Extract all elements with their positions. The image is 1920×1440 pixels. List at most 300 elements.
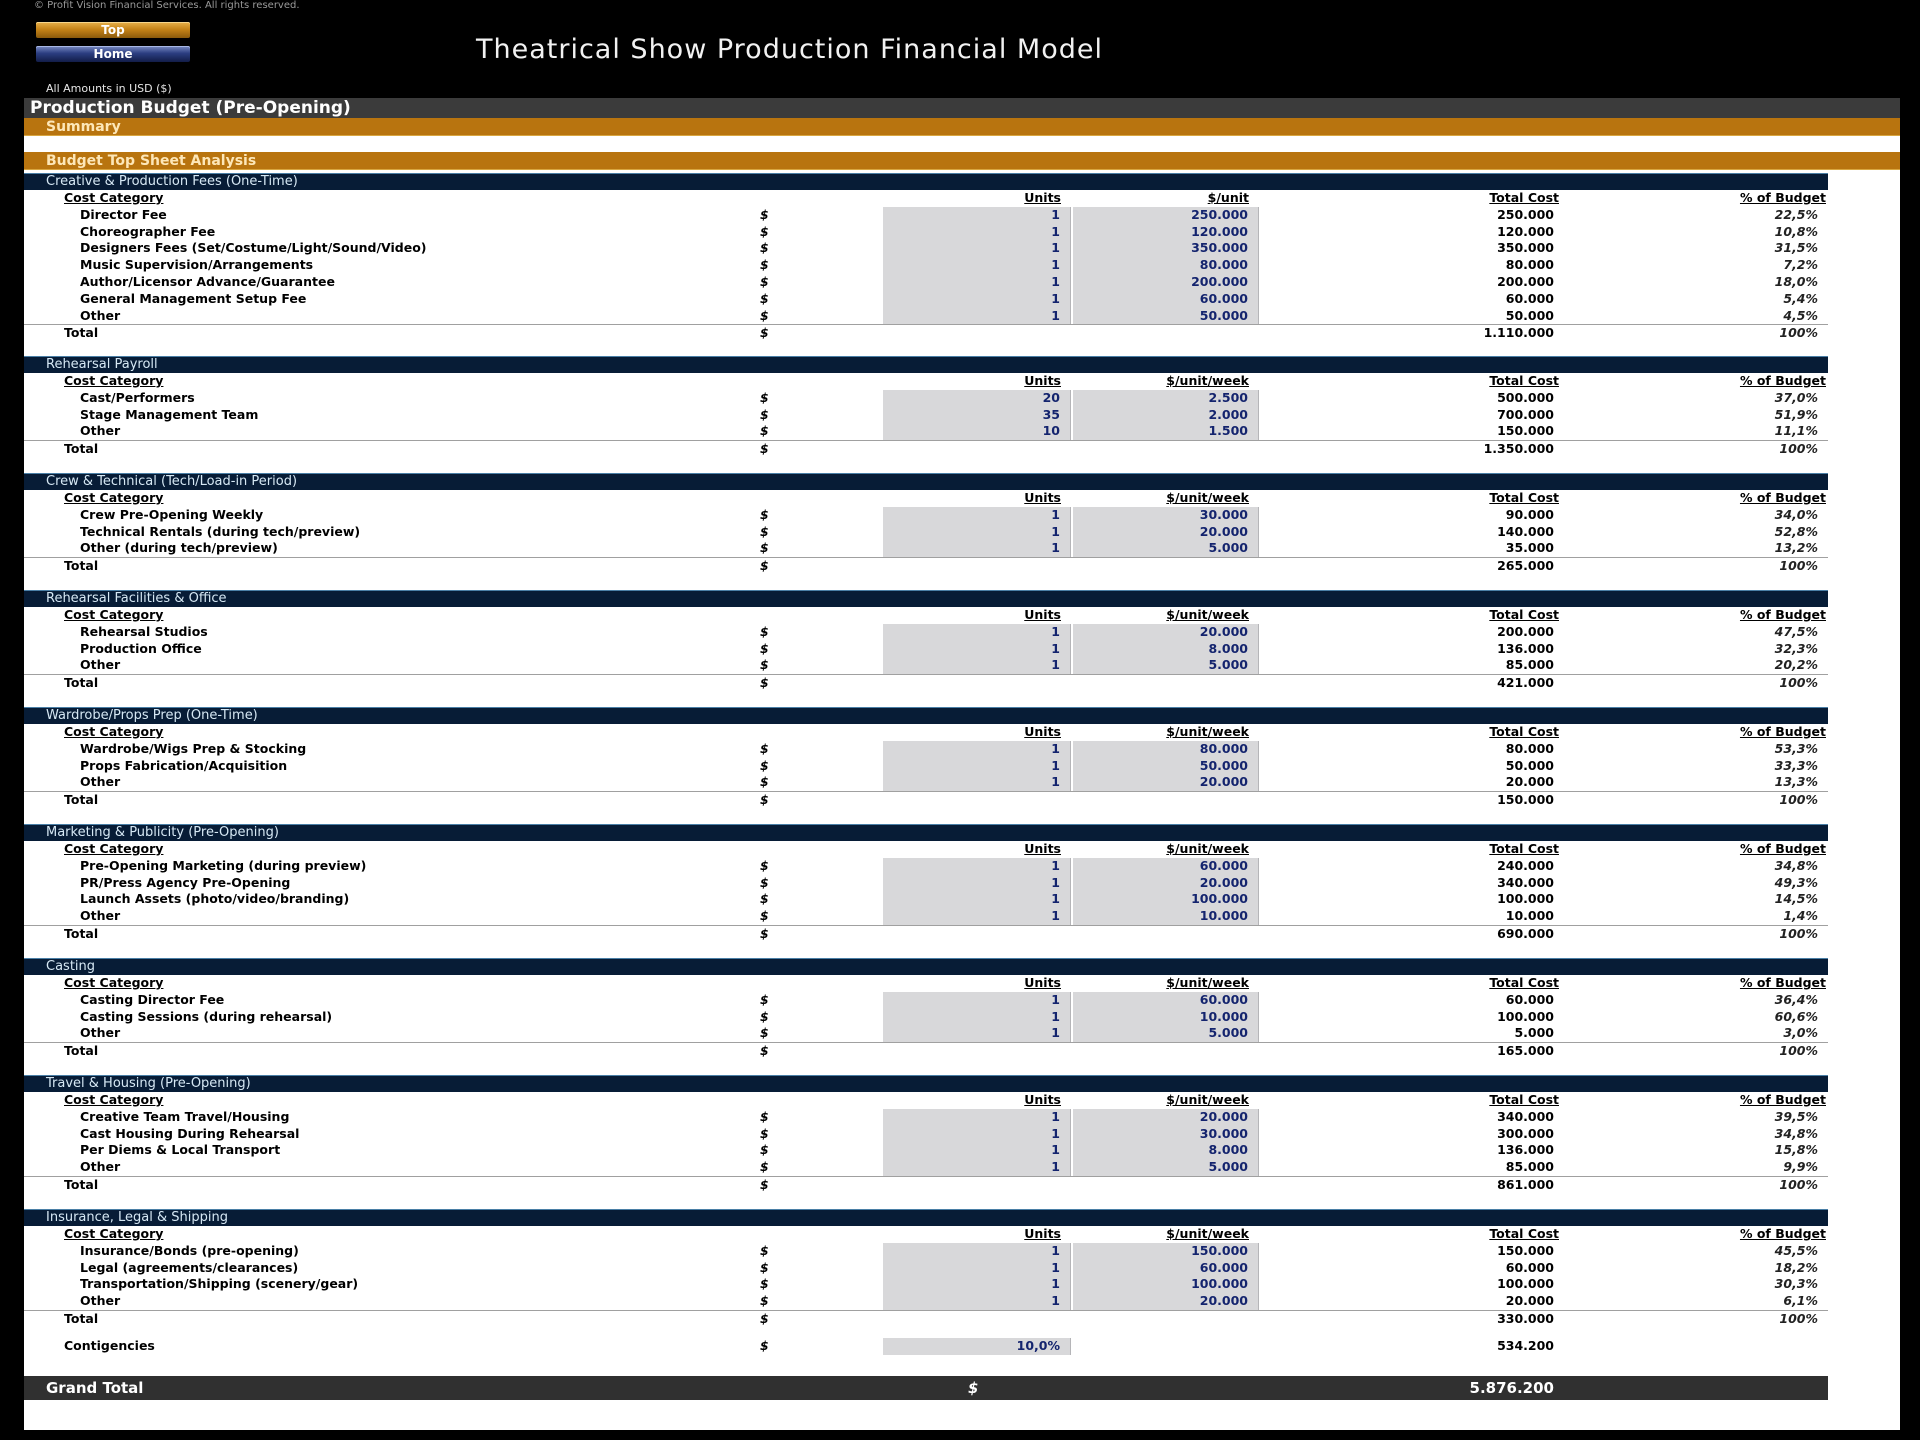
rate-input[interactable]: 10.000: [1073, 1009, 1259, 1026]
top-button[interactable]: Top: [36, 22, 190, 38]
table-row: [24, 641, 1828, 658]
section-total-value: 150.000: [1497, 792, 1554, 808]
units-header: Units: [1024, 490, 1061, 505]
budget-section: [24, 707, 1828, 809]
section-total-value: 165.000: [1497, 1043, 1554, 1059]
units-input[interactable]: 1: [883, 1025, 1071, 1042]
cost-item-label: Stage Management Team: [80, 406, 259, 422]
cost-item-label: Pre-Opening Marketing (during preview): [80, 857, 367, 873]
grand-total-bar: [24, 1376, 1828, 1400]
cost-item-label: Designers Fees (Set/Costume/Light/Sound/Video): [80, 240, 427, 256]
rate-input[interactable]: 20.000: [1073, 524, 1259, 541]
column-header-row: [24, 724, 1828, 741]
currency-symbol: $: [760, 623, 769, 639]
units-header: Units: [1024, 975, 1061, 990]
section-total-value: 1.350.000: [1483, 441, 1554, 457]
units-input[interactable]: 1: [883, 1293, 1071, 1310]
section-header: Wardrobe/Props Prep (One-Time): [24, 707, 1828, 724]
grand-total-label: Grand Total: [46, 1379, 144, 1397]
pct-budget-value: 39,5%: [1774, 1108, 1818, 1124]
units-input[interactable]: 1: [883, 540, 1071, 557]
section-total-pct: 100%: [1779, 1043, 1818, 1059]
units-input[interactable]: 20: [883, 390, 1071, 407]
total-cost-value: 60.000: [1505, 1259, 1554, 1275]
currency-symbol: $: [760, 740, 769, 756]
rate-input[interactable]: 5.000: [1073, 1025, 1259, 1042]
rate-input[interactable]: 30.000: [1073, 507, 1259, 524]
cost-item-label: Technical Rentals (during tech/preview): [80, 523, 361, 539]
section-total-row: [24, 324, 1828, 342]
section-total-pct: 100%: [1779, 792, 1818, 808]
budget-section: [24, 1209, 1828, 1328]
currency-symbol: $: [760, 1025, 769, 1041]
cost-item-label: Per Diems & Local Transport: [80, 1142, 281, 1158]
total-label: Total: [64, 675, 99, 691]
table-row: [24, 1159, 1828, 1176]
table-row: [24, 274, 1828, 291]
table-row: [24, 308, 1828, 325]
total-cost-header: Total Cost: [1489, 490, 1559, 505]
column-header-row: [24, 490, 1828, 507]
section-total-value: 1.110.000: [1483, 325, 1554, 341]
currency-symbol: $: [760, 1176, 769, 1192]
total-cost-value: 5.000: [1514, 1025, 1554, 1041]
currency-symbol: $: [760, 1125, 769, 1141]
rate-input[interactable]: 120.000: [1073, 224, 1259, 241]
units-input[interactable]: 1: [883, 1159, 1071, 1176]
cost-item-label: Crew Pre-Opening Weekly: [80, 506, 264, 522]
cost-item-label: Transportation/Shipping (scenery/gear): [80, 1276, 359, 1292]
section-total-row: [24, 557, 1828, 575]
rate-input[interactable]: 30.000: [1073, 1126, 1259, 1143]
cost-category-header: Cost Category: [64, 1226, 164, 1241]
total-cost-value: 250.000: [1497, 206, 1554, 222]
table-row: [24, 291, 1828, 308]
total-cost-value: 350.000: [1497, 240, 1554, 256]
table-row: [24, 741, 1828, 758]
pct-budget-value: 1,4%: [1783, 908, 1818, 924]
units-input[interactable]: 1: [883, 1109, 1071, 1126]
currency-symbol: $: [760, 273, 769, 289]
rate-input[interactable]: 80.000: [1073, 741, 1259, 758]
currency-symbol: $: [760, 206, 769, 222]
pct-budget-value: 51,9%: [1774, 406, 1818, 422]
amounts-note: All Amounts in USD ($): [46, 82, 172, 95]
section-total-row: [24, 1310, 1828, 1328]
rate-input[interactable]: 150.000: [1073, 1243, 1259, 1260]
pct-budget-value: 13,2%: [1774, 540, 1818, 556]
cost-item-label: Cast/Performers: [80, 389, 195, 405]
section-total-row: [24, 1042, 1828, 1060]
cost-item-label: Other: [80, 908, 121, 924]
table-row: [24, 540, 1828, 557]
units-input[interactable]: 35: [883, 407, 1071, 424]
units-input[interactable]: 1: [883, 1009, 1071, 1026]
section-header: Travel & Housing (Pre-Opening): [24, 1075, 1828, 1092]
pct-budget-value: 9,9%: [1783, 1159, 1818, 1175]
cost-item-label: Other: [80, 774, 121, 790]
section-total-pct: 100%: [1779, 925, 1818, 941]
currency-symbol: $: [760, 1293, 769, 1309]
cost-item-label: Rehearsal Studios: [80, 623, 208, 639]
currency-symbol: $: [760, 1259, 769, 1275]
section-header: Creative & Production Fees (One-Time): [24, 173, 1828, 190]
total-cost-value: 20.000: [1505, 774, 1554, 790]
rate-input[interactable]: 20.000: [1073, 774, 1259, 791]
pct-budget-value: 47,5%: [1774, 623, 1818, 639]
pct-budget-value: 34,8%: [1774, 857, 1818, 873]
pct-budget-header: % of Budget: [1739, 975, 1826, 990]
currency-symbol: $: [760, 441, 769, 457]
table-row: [24, 524, 1828, 541]
currency-symbol: $: [760, 290, 769, 306]
pct-budget-value: 4,5%: [1783, 307, 1818, 323]
currency-symbol: $: [760, 406, 769, 422]
cost-item-label: Other: [80, 1293, 121, 1309]
column-header-row: [24, 190, 1828, 207]
section-total-pct: 100%: [1779, 325, 1818, 341]
currency-symbol: $: [760, 774, 769, 790]
table-row: [24, 891, 1828, 908]
table-row: [24, 1109, 1828, 1126]
cost-category-header: Cost Category: [64, 724, 164, 739]
rate-input[interactable]: 20.000: [1073, 624, 1259, 641]
rate-input[interactable]: 250.000: [1073, 207, 1259, 224]
currency-symbol: $: [760, 389, 769, 405]
table-row: [24, 624, 1828, 641]
section-header: Casting: [24, 958, 1828, 975]
section-header: Rehearsal Facilities & Office: [24, 590, 1828, 607]
rate-input[interactable]: 60.000: [1073, 992, 1259, 1009]
total-cost-value: 150.000: [1497, 423, 1554, 439]
rate-header: $/unit: [1207, 190, 1249, 205]
units-input[interactable]: 1: [883, 507, 1071, 524]
units-input[interactable]: 1: [883, 891, 1071, 908]
currency-symbol: $: [760, 991, 769, 1007]
pct-budget-value: 14,5%: [1774, 891, 1818, 907]
table-row: [24, 992, 1828, 1009]
column-header-row: [24, 975, 1828, 992]
currency-symbol: $: [760, 523, 769, 539]
total-cost-header: Total Cost: [1489, 190, 1559, 205]
currency-symbol: $: [760, 423, 769, 439]
total-cost-header: Total Cost: [1489, 841, 1559, 856]
rate-input[interactable]: 20.000: [1073, 875, 1259, 892]
currency-symbol: $: [760, 857, 769, 873]
rate-header: $/unit/week: [1166, 975, 1249, 990]
total-cost-header: Total Cost: [1489, 1092, 1559, 1107]
total-cost-value: 60.000: [1505, 991, 1554, 1007]
pct-budget-value: 45,5%: [1774, 1242, 1818, 1258]
currency-symbol: $: [760, 675, 769, 691]
rate-input[interactable]: 50.000: [1073, 308, 1259, 325]
units-input[interactable]: 1: [883, 1142, 1071, 1159]
table-row: [24, 407, 1828, 424]
table-row: [24, 908, 1828, 925]
table-row: [24, 1260, 1828, 1277]
total-cost-value: 340.000: [1497, 1108, 1554, 1124]
rate-input[interactable]: 10.000: [1073, 908, 1259, 925]
pct-budget-value: 34,8%: [1774, 1125, 1818, 1141]
currency-symbol: $: [760, 1142, 769, 1158]
rate-input[interactable]: 8.000: [1073, 1142, 1259, 1159]
home-button[interactable]: Home: [36, 46, 190, 62]
section-total-pct: 100%: [1779, 1310, 1818, 1326]
table-row: [24, 390, 1828, 407]
currency-symbol: $: [760, 757, 769, 773]
table-row: [24, 657, 1828, 674]
rate-input[interactable]: 60.000: [1073, 858, 1259, 875]
total-cost-value: 140.000: [1497, 523, 1554, 539]
budget-section: [24, 173, 1828, 342]
rate-input[interactable]: 2.000: [1073, 407, 1259, 424]
units-input[interactable]: 1: [883, 992, 1071, 1009]
currency-symbol: $: [760, 223, 769, 239]
cost-item-label: PR/Press Agency Pre-Opening: [80, 874, 291, 890]
cost-item-label: General Management Setup Fee: [80, 290, 307, 306]
rate-input[interactable]: 2.500: [1073, 390, 1259, 407]
units-input[interactable]: 1: [883, 858, 1071, 875]
table-row: [24, 240, 1828, 257]
total-cost-value: 100.000: [1497, 1276, 1554, 1292]
pct-budget-value: 20,2%: [1774, 657, 1818, 673]
units-input[interactable]: 1: [883, 657, 1071, 674]
units-header: Units: [1024, 724, 1061, 739]
units-input[interactable]: 1: [883, 758, 1071, 775]
total-cost-value: 100.000: [1497, 891, 1554, 907]
total-cost-header: Total Cost: [1489, 724, 1559, 739]
rate-input[interactable]: 5.000: [1073, 657, 1259, 674]
section-header: Marketing & Publicity (Pre-Opening): [24, 824, 1828, 841]
units-input[interactable]: 1: [883, 741, 1071, 758]
pct-budget-value: 52,8%: [1774, 523, 1818, 539]
units-input[interactable]: 1: [883, 308, 1071, 325]
currency-symbol: $: [760, 640, 769, 656]
pct-budget-value: 10,8%: [1774, 223, 1818, 239]
cost-item-label: Casting Sessions (during rehearsal): [80, 1008, 333, 1024]
rate-input[interactable]: 1.500: [1073, 423, 1259, 440]
column-header-row: [24, 607, 1828, 624]
pct-budget-value: 37,0%: [1774, 389, 1818, 405]
currency-symbol: $: [760, 325, 769, 341]
rate-input[interactable]: 200.000: [1073, 274, 1259, 291]
units-input[interactable]: 1: [883, 524, 1071, 541]
column-header-row: [24, 841, 1828, 858]
cost-category-header: Cost Category: [64, 373, 164, 388]
cost-item-label: Insurance/Bonds (pre-opening): [80, 1242, 299, 1258]
total-cost-value: 120.000: [1497, 223, 1554, 239]
currency-symbol: $: [760, 540, 769, 556]
units-header: Units: [1024, 373, 1061, 388]
pct-budget-value: 32,3%: [1774, 640, 1818, 656]
cost-item-label: Other: [80, 1025, 121, 1041]
total-cost-value: 136.000: [1497, 1142, 1554, 1158]
table-row: [24, 1276, 1828, 1293]
units-input[interactable]: 1: [883, 274, 1071, 291]
rate-input[interactable]: 100.000: [1073, 891, 1259, 908]
rate-header: $/unit/week: [1166, 1092, 1249, 1107]
units-input[interactable]: 1: [883, 624, 1071, 641]
cost-item-label: Launch Assets (photo/video/branding): [80, 891, 350, 907]
rate-header: $/unit/week: [1166, 1226, 1249, 1241]
cost-item-label: Other: [80, 307, 121, 323]
total-label: Total: [64, 441, 99, 457]
section-header: Crew & Technical (Tech/Load-in Period): [24, 473, 1828, 490]
rate-header: $/unit/week: [1166, 373, 1249, 388]
units-input[interactable]: 1: [883, 774, 1071, 791]
total-cost-value: 136.000: [1497, 640, 1554, 656]
pct-budget-value: 7,2%: [1783, 257, 1818, 273]
total-cost-value: 90.000: [1505, 506, 1554, 522]
section-total-pct: 100%: [1779, 441, 1818, 457]
budget-section: [24, 958, 1828, 1060]
section-total-value: 861.000: [1497, 1176, 1554, 1192]
table-row: [24, 1025, 1828, 1042]
table-row: [24, 758, 1828, 775]
rate-input[interactable]: 5.000: [1073, 540, 1259, 557]
total-cost-value: 200.000: [1497, 273, 1554, 289]
units-input[interactable]: 1: [883, 641, 1071, 658]
total-cost-header: Total Cost: [1489, 373, 1559, 388]
pct-budget-value: 30,3%: [1774, 1276, 1818, 1292]
section-total-row: [24, 674, 1828, 692]
table-row: [24, 207, 1828, 224]
units-header: Units: [1024, 1092, 1061, 1107]
rate-input[interactable]: 60.000: [1073, 291, 1259, 308]
rate-input[interactable]: 20.000: [1073, 1293, 1259, 1310]
currency-symbol: $: [760, 257, 769, 273]
cost-category-header: Cost Category: [64, 975, 164, 990]
pct-budget-value: 3,0%: [1783, 1025, 1818, 1041]
pct-budget-value: 36,4%: [1774, 991, 1818, 1007]
currency-symbol: $: [760, 1108, 769, 1124]
total-cost-value: 240.000: [1497, 857, 1554, 873]
total-cost-value: 50.000: [1505, 307, 1554, 323]
currency-symbol: $: [760, 240, 769, 256]
units-input[interactable]: 1: [883, 1243, 1071, 1260]
pct-budget-value: 15,8%: [1774, 1142, 1818, 1158]
cost-item-label: Music Supervision/Arrangements: [80, 257, 314, 273]
rate-input[interactable]: 100.000: [1073, 1276, 1259, 1293]
total-label: Total: [64, 1043, 99, 1059]
currency-symbol: $: [760, 792, 769, 808]
units-input[interactable]: 1: [883, 207, 1071, 224]
units-input[interactable]: 1: [883, 291, 1071, 308]
total-cost-value: 200.000: [1497, 623, 1554, 639]
table-row: [24, 257, 1828, 274]
units-input[interactable]: 1: [883, 908, 1071, 925]
table-row: [24, 774, 1828, 791]
rate-input[interactable]: 50.000: [1073, 758, 1259, 775]
page-title: Production Budget (Pre-Opening): [24, 98, 1900, 118]
pct-budget-value: 5,4%: [1783, 290, 1818, 306]
table-row: [24, 1243, 1828, 1260]
units-input[interactable]: 1: [883, 875, 1071, 892]
cost-item-label: Other: [80, 423, 121, 439]
pct-budget-header: % of Budget: [1739, 841, 1826, 856]
total-cost-value: 500.000: [1497, 389, 1554, 405]
summary-bar: Summary: [24, 118, 1900, 136]
total-label: Total: [64, 558, 99, 574]
rate-input[interactable]: 60.000: [1073, 1260, 1259, 1277]
budget-section: [24, 590, 1828, 692]
units-input[interactable]: 1: [883, 257, 1071, 274]
units-input[interactable]: 1: [883, 1260, 1071, 1277]
section-total-pct: 100%: [1779, 1176, 1818, 1192]
rate-header: $/unit/week: [1166, 841, 1249, 856]
table-row: [24, 875, 1828, 892]
currency-symbol: $: [760, 1242, 769, 1258]
total-cost-value: 150.000: [1497, 1242, 1554, 1258]
table-row: [24, 423, 1828, 440]
table-row: [24, 1126, 1828, 1143]
copyright-notice: © Profit Vision Financial Services. All rights reserved.: [34, 0, 300, 11]
section-total-row: [24, 440, 1828, 458]
budget-sheet: [24, 98, 1900, 1430]
rate-input[interactable]: 5.000: [1073, 1159, 1259, 1176]
total-label: Total: [64, 792, 99, 808]
total-cost-header: Total Cost: [1489, 975, 1559, 990]
section-header: Rehearsal Payroll: [24, 356, 1828, 373]
pct-budget-header: % of Budget: [1739, 607, 1826, 622]
contingency-amount: 534.200: [1497, 1338, 1554, 1353]
units-input[interactable]: 1: [883, 224, 1071, 241]
total-cost-value: 700.000: [1497, 406, 1554, 422]
budget-section: [24, 356, 1828, 458]
pct-budget-value: 11,1%: [1774, 423, 1818, 439]
units-input[interactable]: 1: [883, 1276, 1071, 1293]
total-cost-header: Total Cost: [1489, 1226, 1559, 1241]
rate-header: $/unit/week: [1166, 490, 1249, 505]
cost-category-header: Cost Category: [64, 190, 164, 205]
cost-item-label: Props Fabrication/Acquisition: [80, 757, 288, 773]
pct-budget-value: 13,3%: [1774, 774, 1818, 790]
total-cost-value: 85.000: [1505, 1159, 1554, 1175]
currency-symbol: $: [760, 925, 769, 941]
column-header-row: [24, 1226, 1828, 1243]
section-total-pct: 100%: [1779, 558, 1818, 574]
cost-item-label: Other: [80, 657, 121, 673]
currency-symbol: $: [760, 1159, 769, 1175]
total-cost-value: 60.000: [1505, 290, 1554, 306]
units-input[interactable]: 1: [883, 240, 1071, 257]
contingency-rate-input[interactable]: 10,0%: [883, 1338, 1071, 1355]
total-cost-value: 20.000: [1505, 1293, 1554, 1309]
table-row: [24, 858, 1828, 875]
cost-item-label: Other: [80, 1159, 121, 1175]
currency-symbol: $: [760, 1008, 769, 1024]
units-header: Units: [1024, 841, 1061, 856]
rate-input[interactable]: 20.000: [1073, 1109, 1259, 1126]
rate-input[interactable]: 350.000: [1073, 240, 1259, 257]
pct-budget-value: 33,3%: [1774, 757, 1818, 773]
units-input[interactable]: 1: [883, 1126, 1071, 1143]
contingencies-row: [24, 1338, 1828, 1355]
pct-budget-value: 18,2%: [1774, 1259, 1818, 1275]
currency-symbol: $: [760, 891, 769, 907]
pct-budget-header: % of Budget: [1739, 373, 1826, 388]
contingencies-label: Contigencies: [64, 1338, 155, 1353]
cost-item-label: Cast Housing During Rehearsal: [80, 1125, 300, 1141]
column-header-row: [24, 373, 1828, 390]
rate-input[interactable]: 80.000: [1073, 257, 1259, 274]
cost-category-header: Cost Category: [64, 490, 164, 505]
section-total-row: [24, 791, 1828, 809]
budget-section: [24, 473, 1828, 575]
units-input[interactable]: 10: [883, 423, 1071, 440]
rate-input[interactable]: 8.000: [1073, 641, 1259, 658]
currency-symbol: $: [760, 1310, 769, 1326]
